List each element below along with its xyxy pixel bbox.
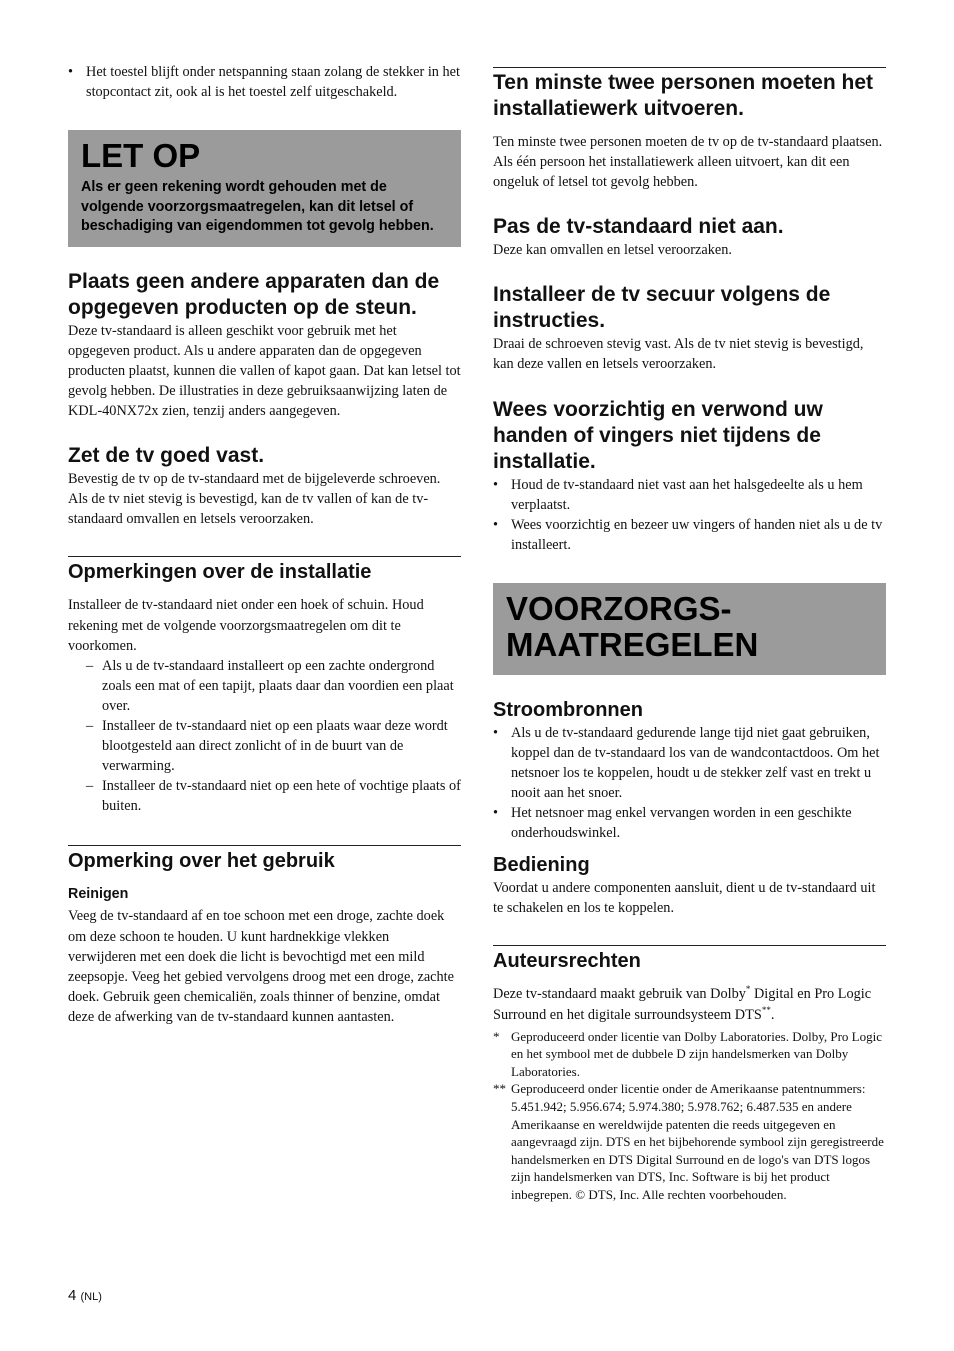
section-heading-copyright: Auteursrechten: [493, 949, 641, 972]
footnote-mark: *: [493, 1028, 500, 1044]
installation-item: – Als u de tv-standaard installeert op een zachte ondergrond zoals een mat of een tapijt, plaats daar dan voordien een plaat over.: [68, 656, 461, 716]
section-rule-installation: [68, 556, 461, 585]
section-heading-careful-hands: Wees voorzichtig en verwond uw handen of vingers niet tijdens de installatie.: [493, 397, 823, 473]
footnote-dts: [493, 1080, 886, 1203]
precautions-title: VOORZORGS- MAATREGELEN: [506, 589, 759, 663]
caution-text: Als er geen rekening wordt gehouden met de volgende voorzorgsmaatregelen, kan dit letsel of beschadiging van eigendommen tot gevolg hebben.: [81, 179, 434, 235]
intro-list: [68, 62, 461, 102]
section-rule-two-persons: [493, 67, 886, 122]
page-number: [68, 1287, 102, 1304]
section-heading-secure-tv: Zet de tv goed vast.: [68, 444, 265, 468]
footnote-dolby: [493, 1028, 886, 1081]
power-item: • Als u de tv-standaard gedurende lange tijd niet gaat gebruiken, koppel dan de tv-standaard los van de wandcontactdoos. Om het netsnoer los te koppelen, houdt u de stekker zelf vast en trekt u nooit aan het snoer.: [493, 723, 886, 803]
installation-item: – Installeer de tv-standaard niet op een hete of vochtige plaats of buiten.: [68, 776, 461, 816]
section-heading-no-other-devices: Plaats geen andere apparaten dan de opgegeven producten op de steun.: [68, 269, 440, 319]
section-heading-install-securely: Installeer de tv secuur volgens de instructies.: [493, 283, 831, 333]
subheading-cleaning: Reinigen: [68, 886, 129, 903]
section-rule-copyright: [493, 945, 886, 974]
section-body-installation-notes: Installeer de tv-standaard niet onder een hoek of schuin. Houd rekening met de volgende voorzorgsmaatregelen om dit te voorkomen.: [68, 597, 424, 654]
section-body-copyright: [493, 984, 886, 1026]
footnote-text: Geproduceerd onder licentie van Dolby Laboratories. Dolby, Pro Logic en het symbool met de dubbele D zijn handelsmerken van Dolby Laboratories.: [511, 1028, 882, 1079]
left-column: [68, 62, 461, 1027]
caution-title: LET OP: [81, 137, 201, 175]
careful-hands-item: • Wees voorzichtig en bezeer uw vingers of handen niet als u de tv installeert.: [493, 515, 886, 555]
section-heading-installation-notes: Opmerkingen over de installatie: [68, 561, 372, 584]
section-body-cleaning: Veeg de tv-standaard af en toe schoon met een droge, zachte doek om deze schoon te houden. U kunt hardnekkige vlekken verwijderen met een doek die licht is bevochtigd met een mild zeepsopje. Veeg het gebied vervolgens droog met een droge, zachte doek. Gebruik geen chemicaliën, zoals thinner of benzine, omdat deze de afwerking van de tv-standaard kunnen aantasten.: [68, 908, 454, 1025]
section-body-secure-tv: Bevestig de tv op de tv-standaard met de bijgeleverde schroeven. Als de tv niet stevig is bevestigd, kan de tv vallen of kan de tv-standaard omvallen en letsels veroorzaken.: [68, 471, 441, 528]
footnote-text: Geproduceerd onder licentie onder de Amerikaanse patentnummers: 5.451.942; 5.956.674; 5.974.380; 5.978.762; 6.487.535 en andere Amerikaanse en wereldwijde patenten die reeds uitgegeven en aangevraagd zijn. DTS en het bijbehorende symbool zijn geregistreerde handelsmerken en DTS Digital Surround en de logo's van DTS logos zijn handelsmerken van DTS, Inc. Software is bij het product inbegrepen. © DTS, Inc. Alle rechten voorbehouden.: [511, 1081, 884, 1203]
section-body-no-other-devices: Deze tv-standaard is alleen geschikt voor gebruik met het opgegeven product. Als u andere apparaten dan de opgegeven producten plaatst, kunnen die vallen of kapot gaan. Dat kan letsel tot gevolg hebben. De illustraties in deze gebruiksaanwijzing laten de KDL-40NX72x zien, tenzij anders aangegeven.: [68, 322, 461, 420]
careful-hands-list: [493, 475, 886, 555]
copyright-text-1: Deze tv-standaard maakt gebruik van Dolby: [493, 985, 746, 1002]
section-heading-two-persons: Ten minste twee personen moeten het installatiewerk uitvoeren.: [493, 71, 874, 120]
section-body-operation: Voordat u andere componenten aansluit, dient u de tv-standaard uit te schakelen en los te koppelen.: [493, 879, 876, 916]
right-column: [493, 62, 886, 1204]
footnote-mark: **: [493, 1081, 506, 1097]
section-body-no-modify: Deze kan omvallen en letsel veroorzaken.: [493, 242, 732, 259]
footnote-ref-dts: **: [761, 1004, 771, 1015]
section-body-two-persons: Ten minste twee personen moeten de tv op de tv-standaard plaatsen. Als één persoon het installatiewerk alleen uitvoert, kan dit een ongeluk of letsel tot gevolg hebben.: [493, 134, 883, 191]
intro-bullet: • Het toestel blijft onder netspanning staan zolang de stekker in het stopcontact zit, ook al is het toestel zelf uitgeschakeld.: [68, 62, 461, 102]
careful-hands-item: • Houd de tv-standaard niet vast aan het halsgedeelte als u hem verplaatst.: [493, 475, 886, 515]
footnote-ref-dolby: *: [745, 983, 751, 994]
precautions-banner: [493, 583, 886, 675]
installation-dash-list: [68, 656, 461, 817]
power-item: • Het netsnoer mag enkel vervangen worden in een geschikte onderhoudswinkel.: [493, 803, 886, 843]
page-number-value: 4: [68, 1287, 77, 1304]
power-list: [493, 723, 886, 844]
section-heading-usage-note: Opmerking over het gebruik: [68, 850, 335, 873]
caution-box: [68, 130, 461, 247]
section-rule-usage: [68, 845, 461, 874]
installation-item: – Installeer de tv-standaard niet op een plaats waar deze wordt blootgesteld aan direct zonlicht of in de buurt van de verwarming.: [68, 716, 461, 776]
section-heading-operation: Bediening: [493, 853, 590, 876]
copyright-text-3: .: [770, 1006, 775, 1023]
section-body-install-securely: Draai de schroeven stevig vast. Als de tv niet stevig is bevestigd, kan deze vallen en letsels veroorzaken.: [493, 336, 864, 373]
section-heading-power: Stroombronnen: [493, 698, 643, 721]
page-language: (NL): [80, 1291, 102, 1303]
copyright-text-2: Digital en Pro Logic Surround en het digitale surroundsysteem DTS: [493, 985, 872, 1023]
section-heading-no-modify: Pas de tv-standaard niet aan.: [493, 215, 784, 239]
